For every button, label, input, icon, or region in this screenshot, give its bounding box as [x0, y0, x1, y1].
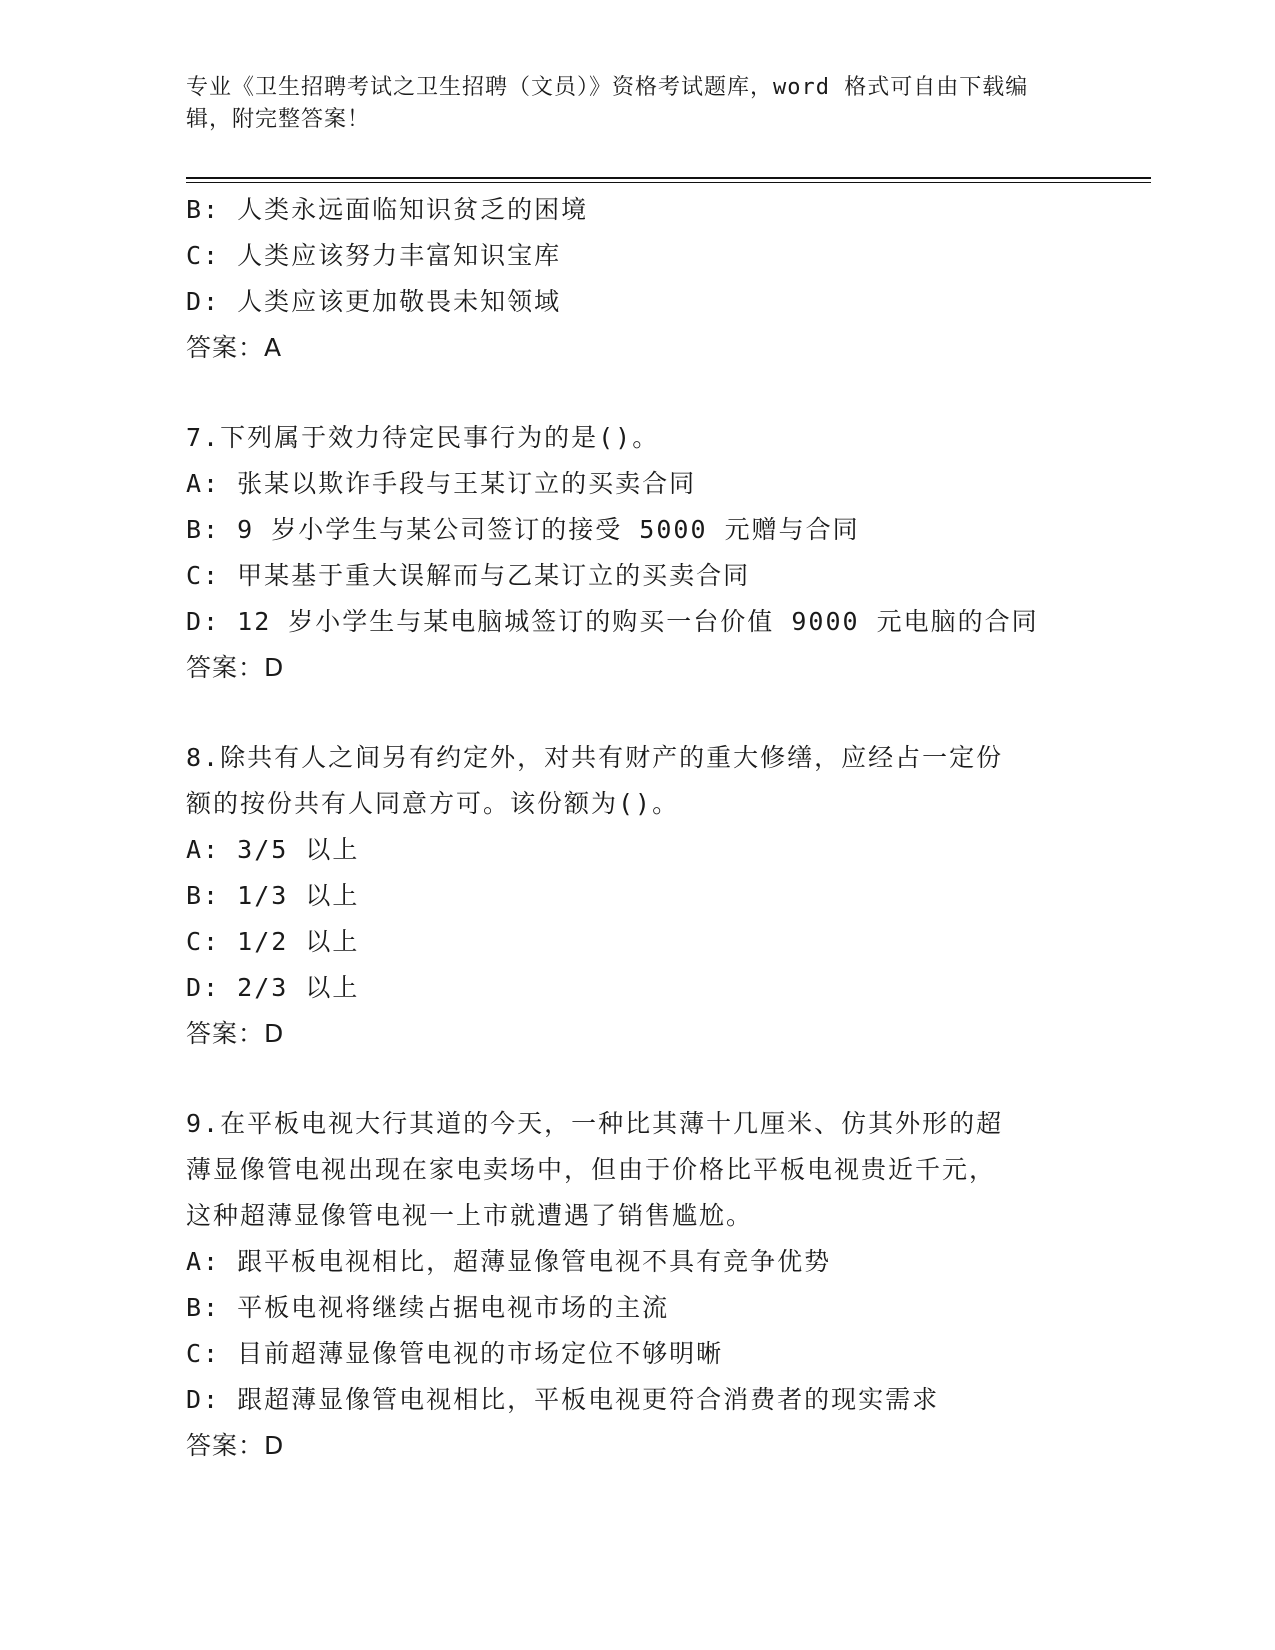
option-d: D: 跟超薄显像管电视相比，平板电视更符合消费者的现实需求 — [186, 1385, 940, 1414]
option-d: D: 12 岁小学生与某电脑城签订的购买一台价值 9000 元电脑的合同 — [186, 607, 1039, 636]
spacer — [186, 691, 1086, 735]
option-a: A: 跟平板电视相比，超薄显像管电视不具有竞争优势 — [186, 1247, 832, 1276]
answer-line: 答案：D — [186, 653, 285, 682]
option-c: C: 1/2 以上 — [186, 927, 360, 956]
spacer — [186, 371, 1086, 415]
question-content — [186, 187, 1086, 1469]
document-header: 专业《卫生招聘考试之卫生招聘（文员）》资格考试题库，word 格式可自由下载编辑，附完整答案！ — [186, 75, 1029, 132]
question-stem: 8.除共有人之间另有约定外，对共有财产的重大修缮，应经占一定份 — [186, 743, 1004, 772]
answer-line: 答案：D — [186, 1431, 285, 1460]
question-stem: 9.在平板电视大行其道的今天，一种比其薄十几厘米、仿其外形的超 — [186, 1109, 1004, 1138]
answer-line: 答案：D — [186, 1019, 285, 1048]
question-9 — [186, 1101, 1086, 1469]
option-b: B: 1/3 以上 — [186, 881, 360, 910]
question-7 — [186, 415, 1086, 691]
question-stem: 薄显像管电视出现在家电卖场中，但由于价格比平板电视贵近千元， — [186, 1155, 997, 1184]
question-stem: 额的按份共有人同意方可。该份额为()。 — [186, 789, 680, 818]
answer-line: 答案：A — [186, 333, 283, 362]
option-d: D: 2/3 以上 — [186, 973, 360, 1002]
option-a: A: 3/5 以上 — [186, 835, 360, 864]
option-c: C: 甲某基于重大误解而与乙某订立的买卖合同 — [186, 561, 751, 590]
header-divider-thin — [186, 182, 1151, 183]
option-c: C: 人类应该努力丰富知识宝库 — [186, 241, 562, 270]
spacer — [186, 1057, 1086, 1101]
option-d: D: 人类应该更加敬畏未知领域 — [186, 287, 562, 316]
option-b: B: 人类永远面临知识贫乏的困境 — [186, 195, 589, 224]
question-stem: 7.下列属于效力待定民事行为的是()。 — [186, 423, 660, 452]
question-continued — [186, 187, 1086, 371]
option-b: B: 9 岁小学生与某公司签订的接受 5000 元赠与合同 — [186, 515, 860, 544]
question-stem: 这种超薄显像管电视一上市就遭遇了销售尴尬。 — [186, 1201, 754, 1230]
option-a: A: 张某以欺诈手段与王某订立的买卖合同 — [186, 469, 697, 498]
header-divider-thick — [186, 177, 1151, 179]
question-8 — [186, 735, 1086, 1057]
option-b: B: 平板电视将继续占据电视市场的主流 — [186, 1293, 670, 1322]
option-c: C: 目前超薄显像管电视的市场定位不够明晰 — [186, 1339, 724, 1368]
